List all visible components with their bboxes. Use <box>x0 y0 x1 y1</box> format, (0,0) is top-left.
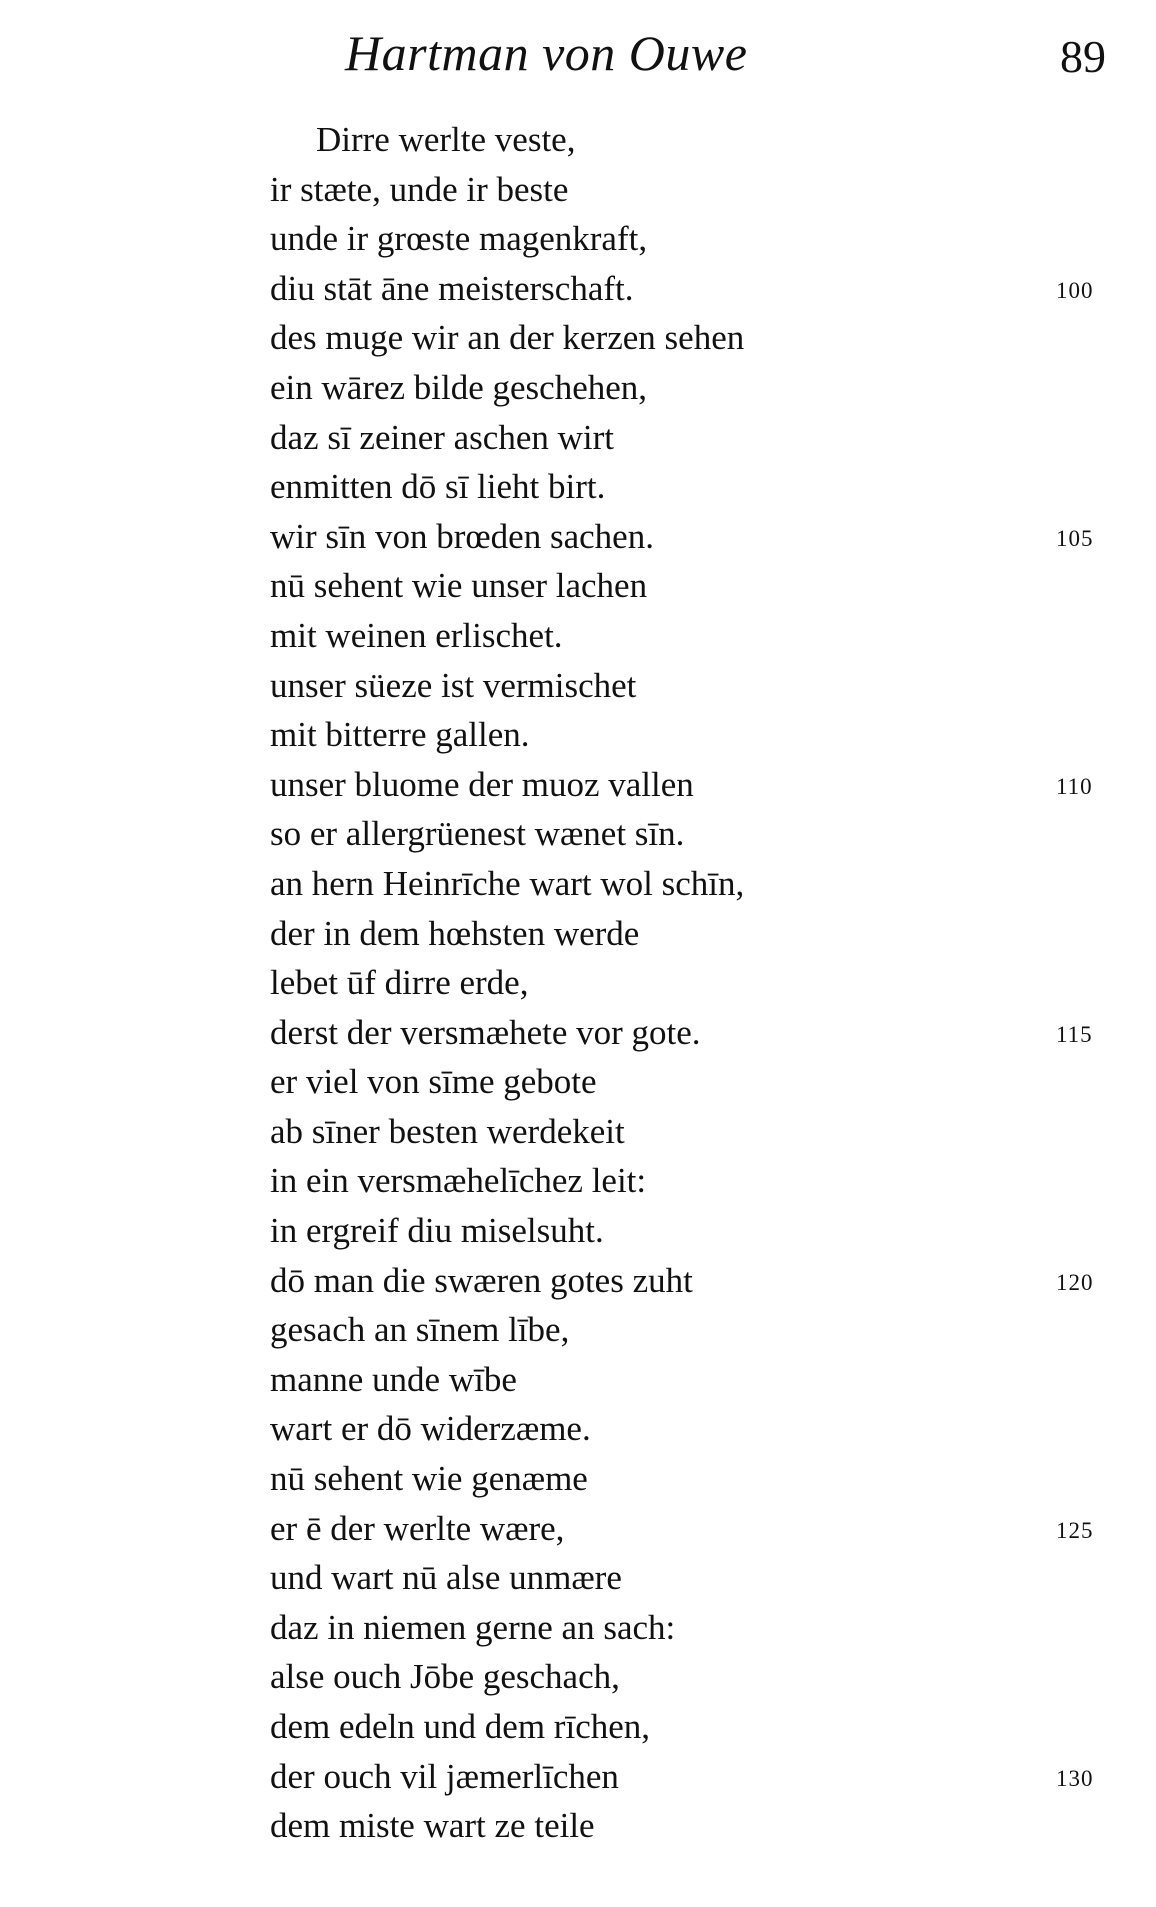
verse-text: unser bluome der muoz vallen <box>270 764 694 804</box>
verse-text: dem edeln und dem rīchen, <box>270 1707 651 1746</box>
verse-text: nū sehent wie unser lachen <box>270 566 648 606</box>
verse-text: manne unde wībe <box>270 1359 517 1399</box>
verse-list <box>0 115 1156 1851</box>
verse-line <box>0 661 1156 711</box>
verse-text: ir stæte, unde ir beste <box>270 169 569 209</box>
verse-text: enmitten dō sī lieht birt. <box>270 467 606 507</box>
line-number: 130 <box>1056 1765 1094 1791</box>
verse-line <box>0 1553 1156 1603</box>
verse-line <box>0 760 1156 810</box>
verse-line <box>0 214 1156 264</box>
verse-line <box>0 1702 1156 1752</box>
verse-line <box>0 1305 1156 1355</box>
verse-text: ein wārez bilde geschehen, <box>270 367 648 407</box>
verse-line <box>0 1355 1156 1405</box>
verse-line <box>0 710 1156 760</box>
verse-line <box>0 561 1156 611</box>
line-number: 115 <box>1056 1021 1093 1047</box>
verse-text: an hern Heinrīche wart wol schīn, <box>270 863 745 903</box>
line-number: 120 <box>1056 1269 1094 1295</box>
verse-text: dem miste wart ze teile <box>270 1806 595 1846</box>
verse-line <box>0 313 1156 363</box>
verse-text: unser süeze ist vermischet <box>270 665 637 705</box>
verse-line <box>0 1454 1156 1504</box>
verse-text: des muge wir an der kerzen sehen <box>270 318 745 358</box>
verse-text: lebet ūf dirre erde, <box>270 963 529 1003</box>
verse-line <box>0 1404 1156 1454</box>
verse-text: so er allergrüenest wænet sīn. <box>270 814 685 854</box>
verse-text: unde ir grœste magenkraft, <box>270 219 648 259</box>
line-number: 110 <box>1056 773 1093 799</box>
verse-line <box>0 859 1156 909</box>
verse-line <box>0 363 1156 413</box>
verse-text: der in dem hœhsten werde <box>270 913 640 953</box>
verse-line <box>0 1504 1156 1554</box>
verse-text: wir sīn von brœden sachen. <box>270 516 654 556</box>
verse-line <box>0 512 1156 562</box>
verse-line <box>0 1256 1156 1306</box>
verse-text: in ergreif diu miselsuht. <box>270 1211 604 1251</box>
verse-line <box>0 165 1156 215</box>
verse-text: alse ouch Jōbe geschach, <box>270 1657 620 1697</box>
verse-line <box>0 1752 1156 1802</box>
verse-line <box>0 264 1156 314</box>
verse-line <box>0 611 1156 661</box>
verse-text: in ein versmæhelīchez leit: <box>270 1161 647 1201</box>
verse-line <box>0 909 1156 959</box>
verse-line <box>0 115 1156 165</box>
verse-text: er viel von sīme gebote <box>270 1062 597 1102</box>
verse-line <box>0 958 1156 1008</box>
verse-line <box>0 1156 1156 1206</box>
running-title: Hartman von Ouwe <box>345 25 748 81</box>
verse-text: gesach an sīnem lībe, <box>270 1310 570 1350</box>
verse-text: daz in niemen gerne an sach: <box>270 1607 676 1647</box>
verse-line <box>0 1107 1156 1157</box>
verse-line <box>0 413 1156 463</box>
verse-line <box>0 1057 1156 1107</box>
line-number: 105 <box>1056 525 1094 551</box>
verse-text: mit weinen erlischet. <box>270 615 563 655</box>
verse-line <box>0 462 1156 512</box>
verse-text: der ouch vil jæmerlīchen <box>270 1756 619 1796</box>
verse-line <box>0 1603 1156 1653</box>
verse-line <box>0 1801 1156 1851</box>
line-number: 125 <box>1056 1517 1094 1543</box>
verse-line <box>0 1008 1156 1058</box>
page-number: 89 <box>1060 31 1106 82</box>
verse-line <box>0 809 1156 859</box>
verse-text: und wart nū alse unmære <box>270 1558 622 1598</box>
verse-text: nū sehent wie genæme <box>270 1459 588 1499</box>
verse-text: Dirre werlte veste, <box>316 120 576 159</box>
verse-line <box>0 1652 1156 1702</box>
verse-line <box>0 1206 1156 1256</box>
verse-text: derst der versmæhete vor gote. <box>270 1012 701 1052</box>
line-number: 100 <box>1056 277 1094 303</box>
verse-text: ab sīner besten werdekeit <box>270 1111 625 1151</box>
verse-text: dō man die swæren gotes zuht <box>270 1260 693 1300</box>
verse-text: daz sī zeiner aschen wirt <box>270 417 615 457</box>
verse-text: diu stāt āne meisterschaft. <box>270 268 634 308</box>
verse-text: mit bitterre gallen. <box>270 715 530 755</box>
verse-text: wart er dō widerzæme. <box>270 1409 591 1449</box>
verse-text: er ē der werlte wære, <box>270 1508 565 1548</box>
